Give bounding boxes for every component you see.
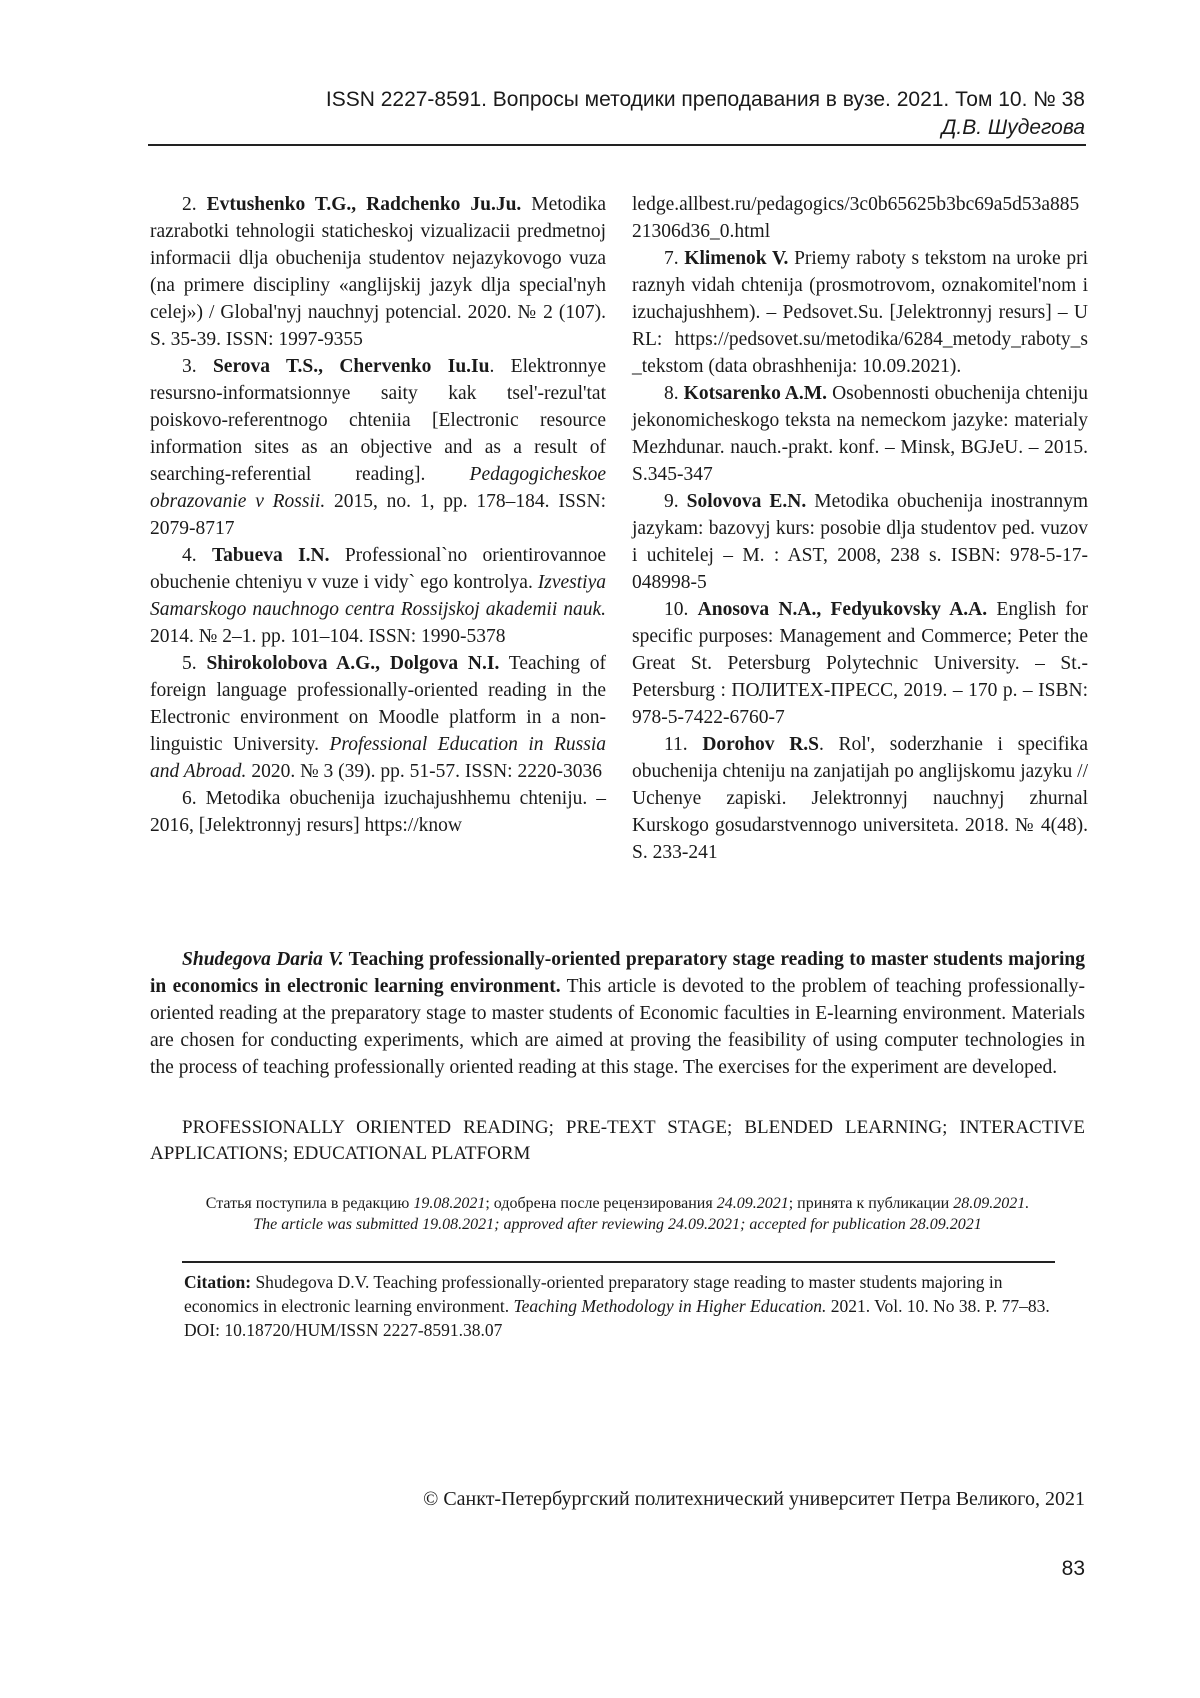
header-author: Д.В. Шудегова [941,116,1085,139]
reference-authors: Tabueva I.N. [211,545,330,566]
reference-authors: Dorohov R.S [702,734,820,755]
header-divider [148,144,1086,146]
copyright-notice: © Санкт-Петербургский политехнический университет Петра Великого, 2021 [423,1488,1085,1510]
reference-item: 4. Tabueva I.N. Professional`no orientirovannoe obuchenie chteniyu v vuze i vidy` ego kontrolya. Izvestiya Samarskogo nauchnogo centra Rossijskoj akademii nauk. 2014. № 2–1. pp. 101–104. ISSN: 1990-5378 [150,545,607,647]
dates-en: The article was submitted 19.08.2021; approved after reviewing 24.09.2021; accepted for publication 28.09.2021 [253,1216,982,1233]
references-right-column [632,191,1088,866]
journal-line: ISSN 2227-8591. Вопросы методики преподавания в вузе. 2021. Том 10. № 38 [325,88,1085,111]
abstract-author: Shudegova Daria V. [182,949,344,970]
reference-item: 3. Serova T.S., Chervenko Iu.Iu. Elektronnye resursno-informatsionnye saity kak tsel'-rezul'tat poiskovo-referentnogo chteniia [Electronic resource information sites as an objective and as a result of searching-referential reading]. Pedagogicheskoe obrazovanie v Rossii. 2015, no. 1, pp. 178–184. ISSN: 2079-8717 [150,356,607,539]
citation-label: Citation: [184,1272,252,1292]
abstract-body: This article is devoted to the problem of teaching professionally-oriented reading at the preparatory stage to master students of Economic faculties in E-learning environment. Materials are chosen for conducting experiments, which are aimed at proving the feasibility of using computer technologies in the process of teaching professionally oriented reading at this stage. The exercises for the experiment are developed. [150,976,1085,1078]
reference-source: Izvestiya Samarskogo nauchnogo centra Rossijskoj akademii nauk. [150,572,606,620]
reference-authors: Anosova N.A., Fedyukovsky A.A. [697,599,988,620]
reference-item: 7. Klimenok V. Priemy raboty s tekstom na uroke pri raznyh vidah chtenija (prosmotrovom, oznakomitel'nom i izuchajushhem). – Pedsovet.Su. [Jelektronnyj resurs] – URL: https://pedsovet.su/metodika/6284_metody_raboty_s_tekstom (data obrashhenija: 10.09.2021). [632,248,1089,377]
reference-continuation: ledge.allbest.ru/pedagogics/3c0b65625b3bc69a5d53a88521306d36_0.html [632,194,1080,242]
dates-ru: Статья поступила в редакцию 19.08.2021; одобрена после рецензирования 24.09.2021; принята к публикации 28.09.2021. [205,1195,1030,1212]
citation-journal: Teaching Methodology in Higher Education. [513,1296,827,1316]
citation-block: Citation: Shudegova D.V. Teaching professionally-oriented preparatory stage reading to master students majoring in economics in electronic learning environment. Teaching Methodology in Higher Education. 2021. Vol. 10. No 38. P. 77–83. DOI: 10.18720/HUM/ISSN 2227-8591.38.07 [184,1272,1050,1340]
reference-authors: Kotsarenko A.M. [683,383,828,404]
keywords: PROFESSIONALLY ORIENTED READING; PRE-TEXT STAGE; BLENDED LEARNING; INTERACTIVE APPLICATIONS; EDUCATIONAL PLATFORM [150,1117,1085,1164]
references-left-column [150,191,606,839]
reference-item: 11. Dorohov R.S. Rol', soderzhanie i specifika obuchenija chteniju na zanjatijah po anglijskomu jazyku // Uchenye zapiski. Jelektronnyj nauchnyj zhurnal Kurskogo gosudarstvennogo universiteta. 2018. № 4(48). S. 233-241 [632,734,1088,863]
reference-authors: Serova T.S., Chervenko Iu.Iu [212,356,490,377]
reference-item: 6. Metodika obuchenija izuchajushhemu chteniju. – 2016, [Jelektronnyj resurs] https://know [150,788,607,836]
page-number: 83 [1061,1557,1085,1580]
reference-authors: Solovova E.N. [686,491,807,512]
reference-item: 2. Evtushenko T.G., Radchenko Ju.Ju. Metodika razrabotki tehnologii staticheskoj vizualizacii predmetnoj informacii dlja obuchenija studentov nejazykovogo vuza (na primere discipliny «anglijskij jazyk dlja special'nyh celej») / Global'nyj nauchnyj potencial. 2020. № 2 (107). S. 35-39. ISSN: 1997-9355 [150,194,607,350]
reference-authors: Klimenok V. [684,248,789,269]
reference-item: 5. Shirokolobova A.G., Dolgova N.I. Teaching of foreign language professionally-oriented reading in the Electronic environment on Moodle platform in a non- linguistic University. Professional Education in Russia and Abroad. 2020. № 3 (39). pp. 51-57. ISSN: 2220-3036 [150,653,607,782]
english-abstract [150,946,1085,1081]
publication-dates [150,1193,1085,1235]
reference-source: Professional Education in Russia and Abroad. [150,734,606,782]
reference-item: 9. Solovova E.N. Metodika obuchenija inostrannym jazykam: bazovyj kurs: posobie dlja studentov ped. vuzov i uchitelej – M. : AST, 2008, 238 s. ISBN: 978-5-17-048998-5 [632,491,1089,593]
citation-divider [182,1261,1055,1263]
reference-authors: Evtushenko T.G., Radchenko Ju.Ju. [206,194,522,215]
reference-authors: Shirokolobova A.G., Dolgova N.I. [206,653,500,674]
reference-source: Pedagogicheskoe obrazovanie v Rossii. [150,464,606,512]
abstract-title: Teaching professionally-oriented preparatory stage reading to master students majoring in economics in electronic learning environment. [150,949,1085,997]
reference-item: 8. Kotsarenko A.M. Osobennosti obuchenija chteniju jekonomicheskogo teksta na nemeckom jazyke: materialy Mezhdunar. nauch.-prakt. konf. – Minsk, BGJeU. – 2015. S.345-347 [632,383,1089,485]
reference-item: 10. Anosova N.A., Fedyukovsky A.A. English for specific purposes: Management and Commerce; Peter the Great St. Petersburg Polytechnic University. – St.-Petersburg : ПОЛИТЕХ-ПРЕСС, 2019. – 170 p. – ISBN: 978-5-7422-6760-7 [632,599,1088,728]
running-header [150,86,1085,142]
